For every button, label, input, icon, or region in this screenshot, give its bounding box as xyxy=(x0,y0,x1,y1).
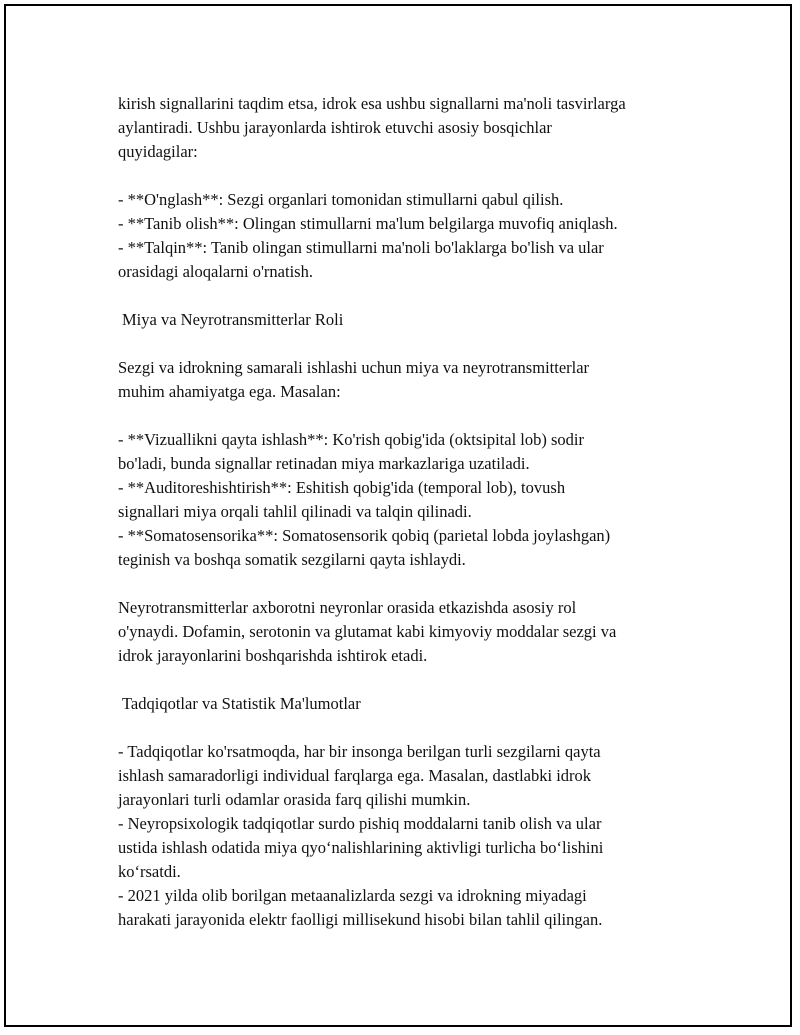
section-heading: Tadqiqotlar va Statistik Ma'lumotlar xyxy=(122,694,361,713)
list-item: - **O'nglash**: Sezgi organlari tomonidan stimullarni qabul qilish. xyxy=(118,190,564,209)
list-item: - 2021 yilda olib borilgan metaanalizlarda sezgi va idrokning miyadagi xyxy=(118,886,587,905)
list-item: ko‘rsatdi. xyxy=(118,862,181,881)
document-body xyxy=(118,92,698,932)
list-item: teginish va boshqa somatik sezgilarni qayta ishlaydi. xyxy=(118,550,466,569)
section-heading: Miya va Neyrotransmitterlar Roli xyxy=(122,310,344,329)
list-item: - Neyropsixologik tadqiqotlar surdo pishiq moddalarni tanib olish va ular xyxy=(118,814,602,833)
list-item: - **Talqin**: Tanib olingan stimullarni ma'noli bo'laklarga bo'lish va ular xyxy=(118,238,604,257)
list-item: bo'ladi, bunda signallar retinadan miya markazlariga uzatiladi. xyxy=(118,454,530,473)
text-line: o'ynaydi. Dofamin, serotonin va glutamat kabi kimyoviy moddalar sezgi va xyxy=(118,622,617,641)
text-line: aylantiradi. Ushbu jarayonlarda ishtirok etuvchi asosiy bosqichlar xyxy=(118,118,552,137)
list-item: jarayonlari turli odamlar orasida farq qilishi mumkin. xyxy=(118,790,471,809)
list-item: harakati jarayonida elektr faolligi millisekund hisobi bilan tahlil qilingan. xyxy=(118,910,603,929)
list-item: ustida ishlash odatida miya qyo‘nalishlarining aktivligi turlicha bo‘lishini xyxy=(118,838,604,857)
list-item: - **Vizuallikni qayta ishlash**: Ko'rish qobig'ida (oktsipital lob) sodir xyxy=(118,430,584,449)
list-item: - Tadqiqotlar ko'rsatmoqda, har bir insonga berilgan turli sezgilarni qayta xyxy=(118,742,601,761)
list-item: orasidagi aloqalarni o'rnatish. xyxy=(118,262,313,281)
list-item: - **Somatosensorika**: Somatosensorik qobiq (parietal lobda joylashgan) xyxy=(118,526,611,545)
text-line: idrok jarayonlarini boshqarishda ishtirok etadi. xyxy=(118,646,428,665)
text-line: muhim ahamiyatga ega. Masalan: xyxy=(118,382,341,401)
list-item: - **Tanib olish**: Olingan stimullarni ma'lum belgilarga muvofiq aniqlash. xyxy=(118,214,618,233)
text-line: kirish signallarini taqdim etsa, idrok esa ushbu signallarni ma'noli tasvirlarga xyxy=(118,94,626,113)
text-line: quyidagilar: xyxy=(118,142,198,161)
list-item: signallari miya orqali tahlil qilinadi va talqin qilinadi. xyxy=(118,502,472,521)
list-item: - **Auditoreshishtirish**: Eshitish qobig'ida (temporal lob), tovush xyxy=(118,478,566,497)
text-line: Sezgi va idrokning samarali ishlashi uchun miya va neyrotransmitterlar xyxy=(118,358,590,377)
text-line: Neyrotransmitterlar axborotni neyronlar orasida etkazishda asosiy rol xyxy=(118,598,577,617)
list-item: ishlash samaradorligi individual farqlarga ega. Masalan, dastlabki idrok xyxy=(118,766,592,785)
